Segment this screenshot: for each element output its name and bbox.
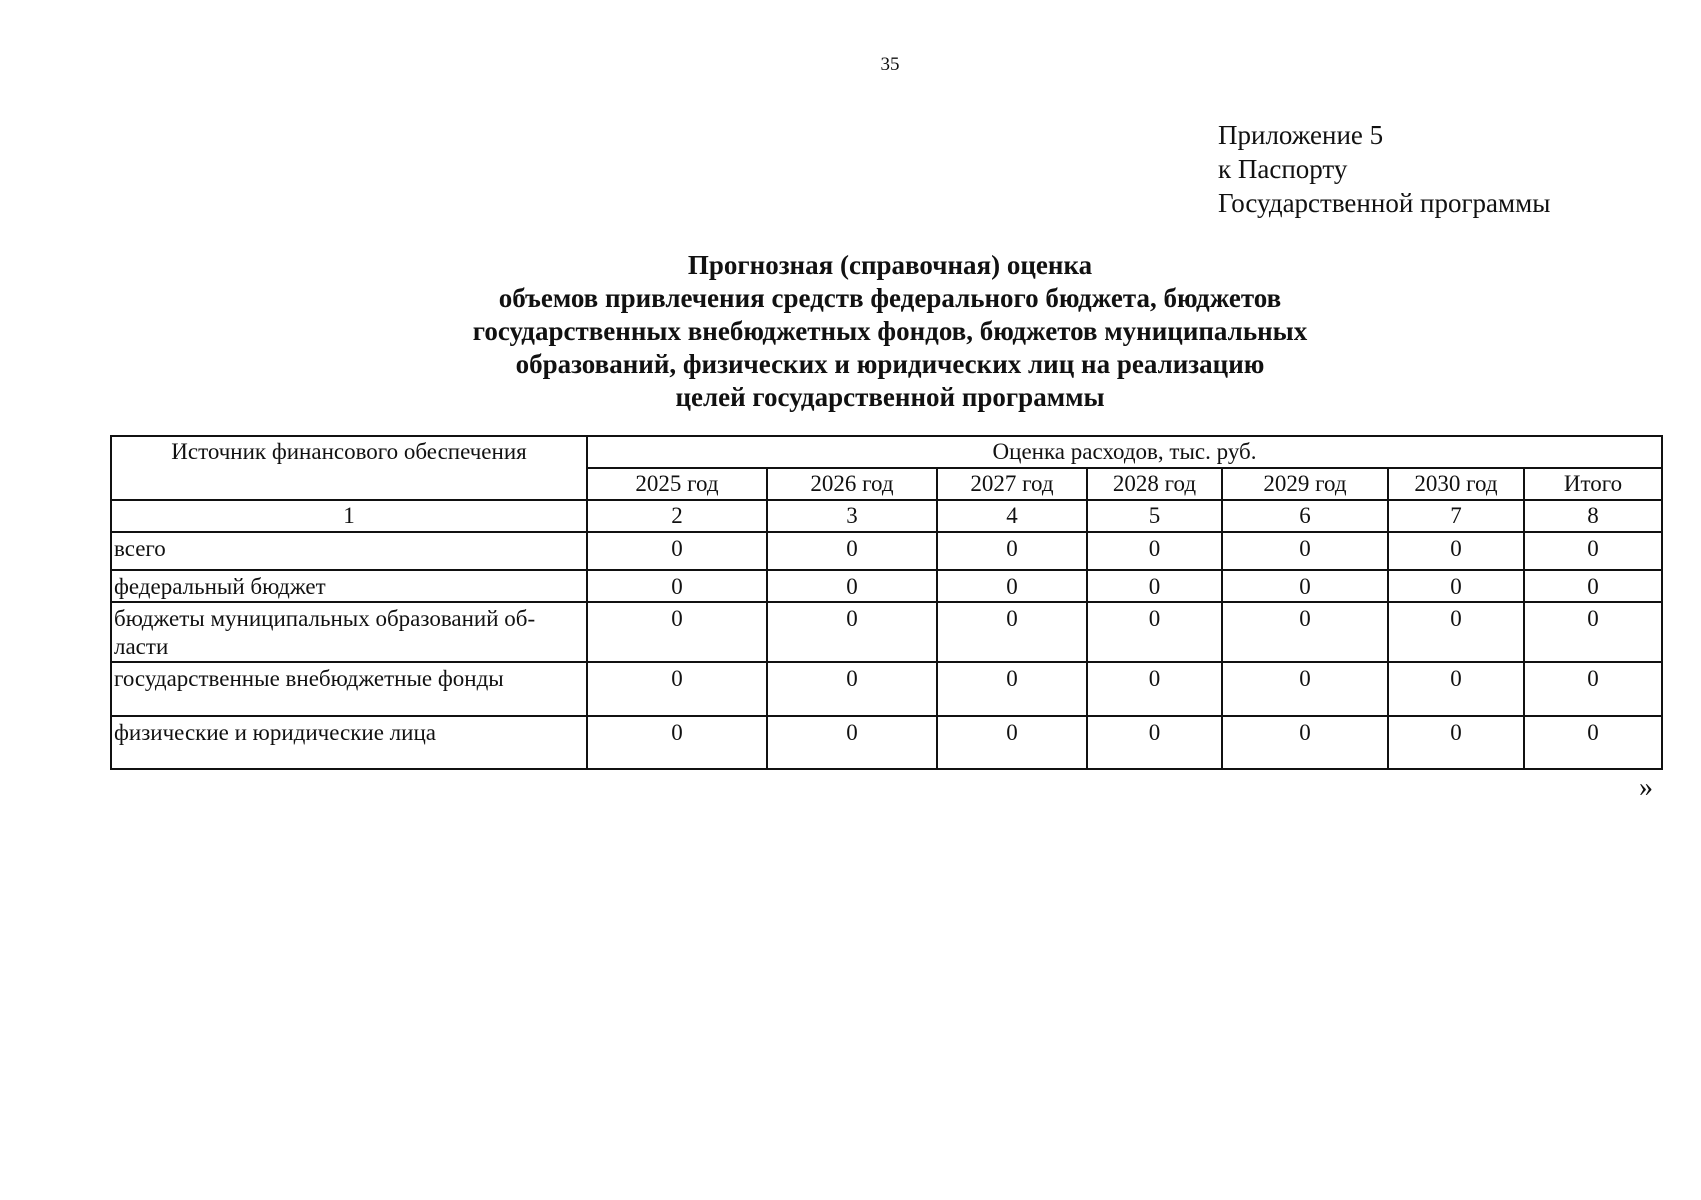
value-cell: 0 xyxy=(1388,662,1524,716)
column-number: 2 xyxy=(587,500,767,532)
value-cell: 0 xyxy=(767,716,937,769)
table-row xyxy=(111,532,1662,570)
year-header: 2025 год xyxy=(587,468,767,500)
value-cell: 0 xyxy=(1087,602,1222,662)
column-number-row xyxy=(111,500,1662,532)
appendix-line-1: Приложение 5 xyxy=(1218,120,1384,150)
column-number: 7 xyxy=(1388,500,1524,532)
value-cell: 0 xyxy=(937,532,1087,570)
page-number: 35 xyxy=(880,54,900,75)
value-cell: 0 xyxy=(587,570,767,602)
column-number: 6 xyxy=(1222,500,1388,532)
appendix-line-2: к Паспорту xyxy=(1218,154,1348,184)
year-header: 2027 год xyxy=(937,468,1087,500)
value-cell: 0 xyxy=(1222,716,1388,769)
value-cell: 0 xyxy=(587,602,767,662)
value-cell: 0 xyxy=(1388,570,1524,602)
value-cell: 0 xyxy=(937,662,1087,716)
value-cell: 0 xyxy=(1524,570,1662,602)
value-cell: 0 xyxy=(937,570,1087,602)
document-title xyxy=(0,249,1701,414)
value-cell: 0 xyxy=(1222,662,1388,716)
value-cell: 0 xyxy=(1087,662,1222,716)
value-cell: 0 xyxy=(1222,602,1388,662)
value-cell: 0 xyxy=(1087,570,1222,602)
budget-table xyxy=(110,435,1663,770)
title-line-4: образований, физических и юридических лиц на реализацию xyxy=(515,349,1265,379)
value-cell: 0 xyxy=(1524,716,1662,769)
row-label: всего xyxy=(111,532,587,570)
value-cell: 0 xyxy=(1222,570,1388,602)
column-number: 5 xyxy=(1087,500,1222,532)
title-line-3: государственных внебюджетных фондов, бюджетов муниципальных xyxy=(472,316,1308,346)
value-cell: 0 xyxy=(1087,716,1222,769)
value-cell: 0 xyxy=(767,532,937,570)
table-row xyxy=(111,602,1662,662)
appendix-line-3: Государственной программы xyxy=(1218,188,1551,218)
value-cell: 0 xyxy=(1388,532,1524,570)
row-label-part: бюджеты муниципальных образований об- xyxy=(114,606,536,631)
expense-header: Оценка расходов, тыс. руб. xyxy=(587,436,1662,468)
value-cell: 0 xyxy=(1524,532,1662,570)
row-label: федеральный бюджет xyxy=(111,570,587,602)
column-number: 3 xyxy=(767,500,937,532)
table-header-row xyxy=(111,436,1662,468)
value-cell: 0 xyxy=(587,662,767,716)
value-cell: 0 xyxy=(1087,532,1222,570)
value-cell: 0 xyxy=(1222,532,1388,570)
value-cell: 0 xyxy=(1524,602,1662,662)
row-label-continuation: ласти xyxy=(114,634,169,659)
year-header: 2026 год xyxy=(767,468,937,500)
column-number: 4 xyxy=(937,500,1087,532)
appendix-note xyxy=(1218,118,1550,220)
value-cell: 0 xyxy=(1388,716,1524,769)
total-header: Итого xyxy=(1524,468,1662,500)
table-row xyxy=(111,570,1662,602)
row-label: государственные внебюджетные фонды xyxy=(111,662,587,716)
table-row xyxy=(111,716,1662,769)
closing-quote-mark: » xyxy=(1639,772,1653,803)
value-cell: 0 xyxy=(767,570,937,602)
value-cell: 0 xyxy=(587,532,767,570)
row-label xyxy=(111,602,587,662)
column-number: 1 xyxy=(111,500,587,532)
value-cell: 0 xyxy=(937,602,1087,662)
title-line-2: объемов привлечения средств федерального бюджета, бюджетов xyxy=(498,283,1282,313)
value-cell: 0 xyxy=(937,716,1087,769)
title-line-1: Прогнозная (справочная) оценка xyxy=(687,250,1093,280)
value-cell: 0 xyxy=(587,716,767,769)
row-label: физические и юридические лица xyxy=(111,716,587,769)
value-cell: 0 xyxy=(767,662,937,716)
year-header: 2030 год xyxy=(1388,468,1524,500)
column-number: 8 xyxy=(1524,500,1662,532)
year-header: 2028 год xyxy=(1087,468,1222,500)
value-cell: 0 xyxy=(1388,602,1524,662)
year-header: 2029 год xyxy=(1222,468,1388,500)
value-cell: 0 xyxy=(767,602,937,662)
title-line-5: целей государственной программы xyxy=(675,382,1105,412)
source-header: Источник финансового обеспечения xyxy=(111,436,587,500)
value-cell: 0 xyxy=(1524,662,1662,716)
table-row xyxy=(111,662,1662,716)
